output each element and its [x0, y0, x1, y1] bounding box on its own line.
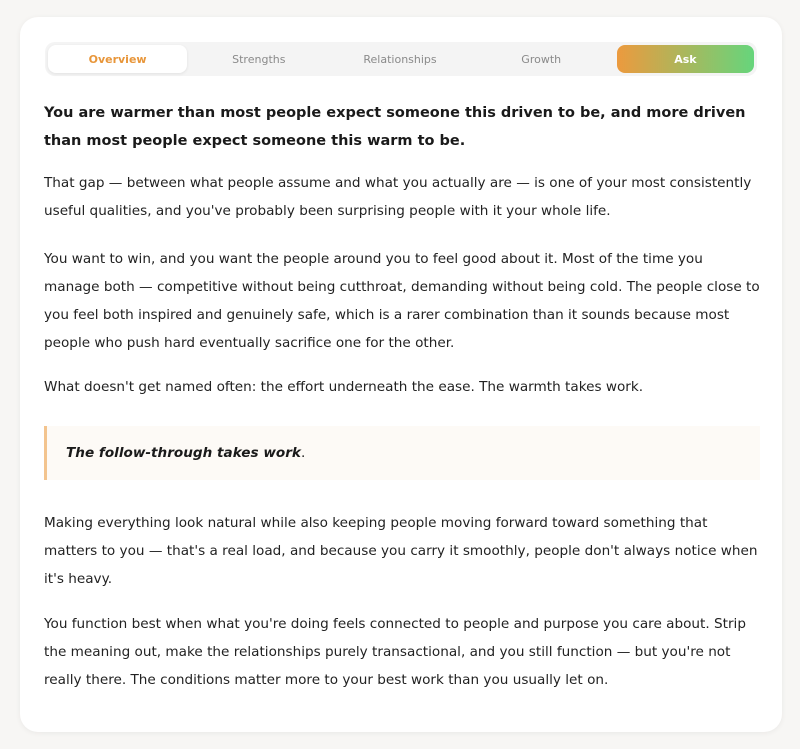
pull-quote-tail: .: [300, 445, 306, 461]
tab-strengths[interactable]: Strengths: [232, 52, 286, 66]
paragraph-gap: That gap — between what people assume and what you actually are — is one of your most consistently useful qualities, and you've probably been surprising people with it your whole life.: [44, 175, 752, 219]
paragraph-function: You function best when what you're doing feels connected to people and purpose you care about. Strip the meaning out, make the relationships purely transactional, and you still function — but you're not really there. The conditions matter more to your best work than you usually let on.: [44, 616, 746, 688]
paragraph-win: You want to win, and you want the people around you to feel good about it. Most of the time you manage both — competitive without being cutthroat, demanding without being cold. The people close to you feel both inspired and genuinely safe, which is a rarer combination than it sounds because most people who push hard eventually sacrifice one for the other.: [44, 251, 760, 351]
tab-bar: [45, 42, 757, 76]
pull-quote: [44, 426, 760, 480]
tab-growth[interactable]: Growth: [521, 52, 562, 66]
content-card: [20, 17, 782, 732]
pull-quote-emphasis: The follow-through takes work: [66, 445, 301, 461]
paragraph-effort: What doesn't get named often: the effort underneath the ease. The warmth takes work.: [44, 379, 644, 395]
tab-overview[interactable]: Overview: [48, 45, 187, 73]
paragraph-load: Making everything look natural while also keeping people moving forward toward something that matters to you — that's a real load, and because you carry it smoothly, people don't always notice when it's heavy.: [44, 515, 758, 587]
lead-statement: You are warmer than most people expect someone this driven to be, and more driven than most people expect someone this warm to be.: [44, 105, 746, 149]
tab-relationships[interactable]: Relationships: [363, 52, 437, 66]
tab-ask[interactable]: Ask: [617, 45, 754, 73]
